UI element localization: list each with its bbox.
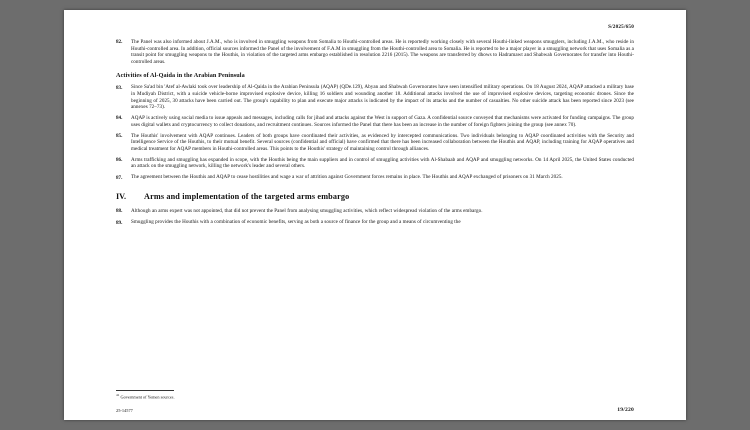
paragraph-text: Since Sa'ad bin 'Atef al-Awlaki took over leadership of Al-Qaida in the Arabian Peninsula (AQAP) (QDe.129), Abyan and Shabwah Governorates have seen intensified military operations. On 18 August 2024, AQAP attacked a military base in Mudiyah District, with a suicide vehicle-borne improvised explosive device, killing 16 soldiers and wounding another 18. Additional attacks involved the use of improvised explosive devices, targeting economic drones. Since the beginning of 2025, 30 attacks have been carried out. The group's capability to plan and execute major attacks is indicated by the impact of its attacks and the number of casualties. No other suicide attack has been reported since 2023 (see annexes 72–73).: [131, 84, 634, 111]
paragraph: [116, 208, 634, 215]
chapter-heading: [116, 192, 634, 201]
paragraph: [116, 39, 634, 65]
paragraph-text: The Houthis' involvement with AQAP continues. Leaders of both groups have coordinated their activities, as evidenced by intercepted communications. Two individuals belonging to AQAP coordinated activities with the Security and Intelligence Service of the Houthis, to their mutual benefit. Several sources (confidential and official) have confirmed that there has been increased collaboration between the Houthis and AQAP, including training for AQAP operatives and medical treatment for AQAP members in Houthi-controlled areas. This points to the Houthis' strategy of maintaining control through alliances.: [131, 132, 634, 152]
paragraph: [116, 157, 634, 170]
footnote-divider: [116, 390, 174, 391]
paragraph-number: 83.: [116, 84, 123, 91]
paragraph-number: 82.: [116, 39, 123, 46]
page-content: [64, 10, 686, 420]
paragraph: [116, 84, 634, 110]
footnote-text: Government of Yemen sources.: [120, 394, 175, 400]
page-number: 19/220: [617, 407, 634, 413]
section-heading: Activities of Al-Qaida in the Arabian Peninsula: [116, 72, 245, 80]
paragraph-number: 84.: [116, 115, 123, 122]
paragraph-number: 89.: [116, 219, 123, 226]
paragraph-number: 85.: [116, 132, 123, 139]
paragraph-text: The Panel was also informed about J.A.M., who is involved in smuggling weapons from Somalia to Houthi-controlled areas. He is reportedly working closely with several Houthi-linked weapons smugglers, including J.A.M., who reside in Houthi-controlled area. In addition, official sources informed the Panel of the involvement of F.A.M in smuggling from the Houthi-controlled area to Somalia. He is reported to be a major player in a smuggling network that uses Somalia as a transit point for smuggling weapons to the Houthis, in violation of the targeted arms embargo established in resolution 2216 (2015). The weapons are transferred by dhows to Hadramawt and Shabwah Governorates for transfer into Houthi-controlled areas.: [131, 39, 634, 65]
document-page: [64, 10, 686, 420]
paragraph-number: 86.: [116, 157, 123, 164]
document-job-number: 25-14577: [116, 408, 133, 413]
footnote-marker: 41: [116, 393, 120, 398]
footnote-area: [116, 390, 634, 400]
paragraph: [116, 174, 634, 181]
paragraph-text: AQAP is actively using social media to issue appeals and messages, including calls for jihad and attacks against the West in support of Gaza. A confidential source conveyed that mechanisms were activated for funding campaigns. The group uses digital wallets and cryptocurrency to collect donations, and recruitment continues. Sources informed the Panel that there has been an increase in the number of foreign fighters joining the group (see annex 70).: [131, 115, 634, 128]
paragraph-text: Smuggling provides the Houthis with a combination of economic benefits, serving as both a source of finance for the group and a means of circumventing the: [131, 219, 461, 226]
paragraph-number: 87.: [116, 174, 123, 181]
paragraph: [116, 115, 634, 128]
page-footer: [116, 407, 634, 413]
paragraph: [116, 219, 634, 226]
chapter-title: Arms and implementation of the targeted arms embargo: [144, 192, 350, 202]
paragraph: [116, 133, 634, 153]
document-symbol: S/2025/650: [608, 24, 634, 30]
paragraph-text: Although an arms expert was not appointed, that did not prevent the Panel from analysing smuggling activities, which reflect widespread violation of the arms embargo.: [131, 208, 483, 215]
paragraph-text: Arms trafficking and smuggling has expanded in scope, with the Houthis being the main suppliers and in control of smuggling activities with Al-Shabaab and AQAP and smuggling networks. On 14 April 2025, the United States conducted an attack on the smuggling network, killing the network's leader and several others.: [131, 156, 634, 170]
chapter-number: IV.: [116, 192, 127, 202]
paragraph-text: The agreement between the Houthis and AQAP to cease hostilities and wage a war of attrition against Government forces remains in place. The Houthis and AQAP exchanged of prisoners on 31 March 2025.: [131, 174, 563, 181]
paragraph-number: 88.: [116, 208, 123, 215]
footnote: [116, 393, 634, 400]
